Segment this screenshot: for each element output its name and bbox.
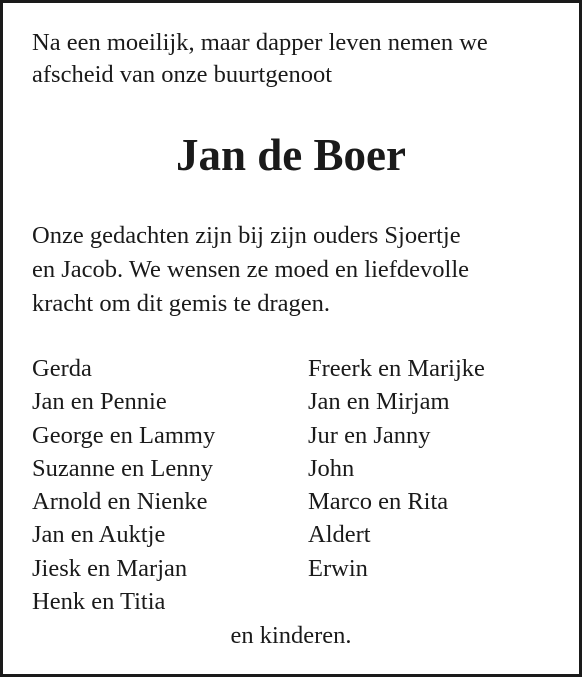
signatory-name: Jan en Auktje xyxy=(32,521,166,549)
signatory-name: Jan en Mirjam xyxy=(308,388,450,416)
signatory-name: Aldert xyxy=(308,521,371,549)
signatory-name: Jur en Janny xyxy=(308,421,431,449)
signatory-name: Henk en Titia xyxy=(32,588,166,616)
signatory-name: Erwin xyxy=(308,554,368,582)
signatory-name: Marco en Rita xyxy=(308,488,449,516)
message-line: Onze gedachten zijn bij zijn ouders Sjoertje xyxy=(32,222,461,249)
condolence-message xyxy=(32,219,562,321)
signatory-name: George en Lammy xyxy=(32,421,216,449)
deceased-name: Jan de Boer xyxy=(176,130,406,180)
intro-text xyxy=(32,27,562,91)
signatory-name: Jiesk en Marjan xyxy=(32,554,188,582)
signatory-name: Gerda xyxy=(32,355,92,382)
signatory-name: Jan en Pennie xyxy=(32,388,167,416)
signatory-name: Suzanne en Lenny xyxy=(32,454,213,482)
signatory-name: John xyxy=(308,454,355,482)
message-line: en Jacob. We wensen ze moed en liefdevolle xyxy=(32,256,470,283)
closing-line: en kinderen. xyxy=(230,622,352,649)
intro-line: afscheid van onze buurtgenoot xyxy=(32,61,333,88)
signatory-name: Arnold en Nienke xyxy=(32,488,208,516)
signatory-name: Freerk en Marijke xyxy=(308,355,485,382)
signatories-right-column xyxy=(308,352,485,585)
intro-line: Na een moeilijk, maar dapper leven nemen we xyxy=(32,29,488,56)
signatories-left-column xyxy=(32,352,215,618)
message-line: kracht om dit gemis te dragen. xyxy=(32,290,330,317)
